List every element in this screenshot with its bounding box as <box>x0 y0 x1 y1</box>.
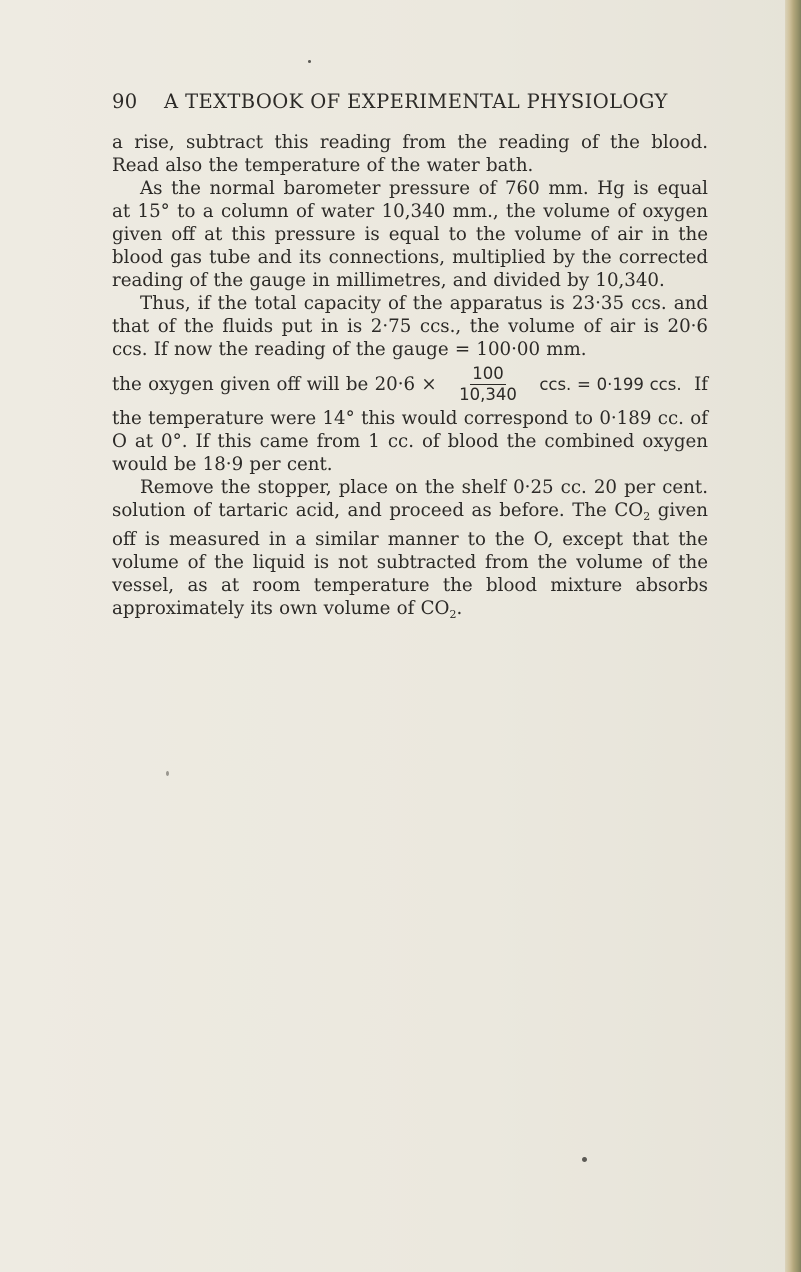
paragraph: the temperature were 14° this would correspond to 0·189 cc. of O at 0°. If this came from 1 cc. of blood the combined oxygen would be 18·9 per cent. <box>112 408 708 475</box>
formula-prefix: the oxygen given off will be 20·6 × <box>112 373 437 395</box>
fraction-numerator: 100 <box>472 363 504 383</box>
page-edge <box>785 0 801 1272</box>
fraction-denominator: 10,340 <box>459 384 517 404</box>
ink-speck <box>308 60 311 63</box>
formula-result: ccs. = 0·199 ccs. <box>539 374 682 394</box>
subscript: 2 <box>643 510 651 523</box>
formula-line <box>112 361 708 407</box>
paragraph: Thus, if the total capacity of the apparatus is 23·35 ccs. and that of the fluids put in is 2·75 ccs., the volume of air is 20·6 ccs. If now the reading of the gauge = 100·00 mm. <box>112 293 708 360</box>
paragraph: a rise, subtract this reading from the reading of the blood. Read also the temperature of the water bath. <box>112 132 708 176</box>
fraction <box>457 364 519 405</box>
paragraph <box>112 476 708 626</box>
subscript: 2 <box>449 608 457 621</box>
page-number: 90 <box>112 90 138 113</box>
paragraph: As the normal barometer pressure of 760 mm. Hg is equal at 15° to a column of water 10,340 mm., the volume of oxygen given off at this pressure is equal to the volume of air in the blood gas tube and its connections, multiplied by the corrected reading of the gauge in millimetres, and divided by 10,340. <box>112 178 708 291</box>
running-header <box>112 90 692 113</box>
ink-speck <box>582 1157 587 1162</box>
paragraph-text: given off is measured in a similar manner to the O, except that the volume of the liquid is not subtracted from the volume of the vessel, as at room temperature the blood mixture absorbs approximately its own volume of CO <box>112 500 708 619</box>
paragraph-text: Remove the stopper, place on the shelf 0·25 cc. 20 per cent. solution of tartaric acid, and proceed as before. The CO <box>112 477 708 521</box>
ink-speck <box>166 771 169 776</box>
body-text <box>112 131 708 626</box>
book-title: A TEXTBOOK OF EXPERIMENTAL PHYSIOLOGY <box>164 90 668 113</box>
paragraph-text: . <box>456 598 463 619</box>
formula-suffix: If <box>694 373 708 395</box>
